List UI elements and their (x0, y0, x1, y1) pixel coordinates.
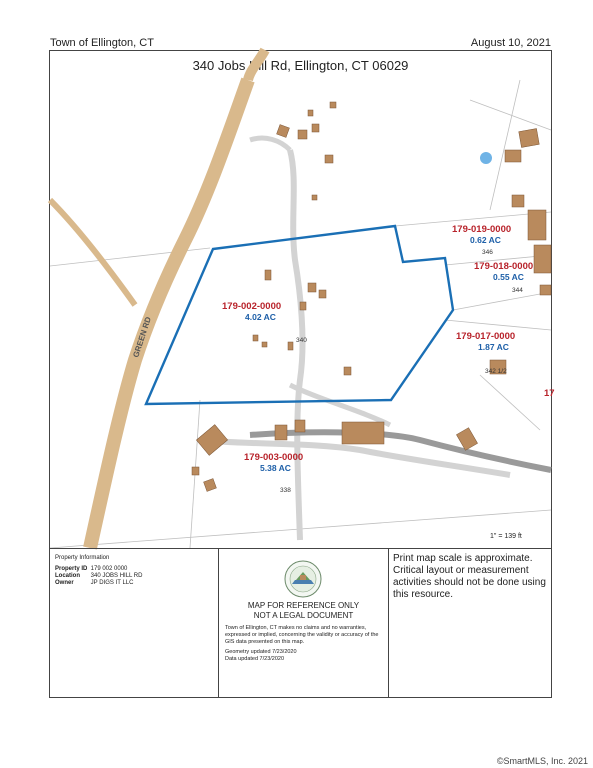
building (528, 210, 546, 240)
building (300, 302, 306, 310)
info-panel (50, 548, 551, 698)
row-label: Location (55, 573, 80, 579)
property-info (50, 549, 219, 698)
building (312, 195, 317, 200)
property-info-heading: Property Information (55, 555, 110, 561)
building (512, 195, 524, 207)
parcel-id-label: 179-003-0000 (244, 452, 304, 463)
building (192, 467, 199, 475)
building (330, 102, 336, 108)
address-label: 344 (512, 287, 523, 294)
data-updated: Data updated 7/23/2020 (225, 656, 285, 662)
address-label: 346 (482, 249, 493, 256)
address-label: 342 1/2 (485, 368, 507, 375)
parcel-id-label: 179-018-0000 (474, 261, 534, 272)
parcel-id-label: 179-019-0000 (452, 224, 512, 235)
map-viewport[interactable] (50, 80, 555, 548)
town-seal-icon (283, 559, 323, 599)
map-document (49, 50, 555, 698)
parcel-acres-label: 1.87 AC (478, 342, 509, 352)
row-value: 179 002 0000 (90, 566, 128, 572)
parcel-map (50, 80, 555, 548)
pool (480, 152, 492, 164)
page-title: 340 Jobs Hill Rd, Ellington, CT 06029 (50, 51, 551, 81)
disclaimer-text: Town of Ellington, CT makes no claims and no warranties, expressed or implied, concerning the validity or accuracy of the GIS data presented on this map. (225, 625, 379, 645)
building (519, 129, 540, 148)
building (505, 150, 521, 162)
building (295, 420, 305, 432)
property-id-row (55, 566, 127, 572)
building (265, 270, 271, 280)
building (308, 110, 313, 116)
road-label: GREEN RD (131, 315, 153, 359)
parcel-acres-label: 5.38 AC (260, 463, 291, 473)
parcel-id-label: 179-017-0000 (456, 331, 516, 342)
row-value: 340 JOBS HILL RD (90, 573, 143, 579)
building (344, 367, 351, 375)
parcel-id-label: 179-002-0000 (222, 301, 282, 312)
building (308, 283, 316, 292)
map-scale: 1" = 139 ft (490, 533, 522, 540)
reference-panel (219, 549, 389, 698)
owner-row (55, 580, 133, 586)
scale-notice: Print map scale is approximate. Critical layout or measurement activities should not be done using this resource. (393, 553, 546, 600)
print-date: August 10, 2021 (470, 37, 551, 49)
building (288, 342, 293, 350)
building (312, 124, 319, 132)
parcel-acres-label: 0.62 AC (470, 235, 501, 245)
building (325, 155, 333, 163)
row-label: Owner (55, 580, 74, 586)
address-label: 338 (280, 487, 291, 494)
parcel-acres-label: 0.55 AC (493, 272, 524, 282)
town-name: Town of Ellington, CT (50, 37, 154, 49)
parcel-id-label-partial: 17 (544, 388, 555, 399)
scale-notice-panel (389, 549, 551, 698)
building (342, 422, 384, 444)
building (319, 290, 326, 298)
row-value: JP DIGS IT LLC (90, 580, 134, 586)
building (253, 335, 258, 341)
reference-notice-line2: NOT A LEGAL DOCUMENT (253, 611, 354, 620)
address-label: 340 (296, 337, 307, 344)
copyright: ©SmartMLS, Inc. 2021 (496, 756, 588, 766)
reference-notice-line1: MAP FOR REFERENCE ONLY (247, 601, 360, 610)
parcel-acres-label: 4.02 AC (245, 312, 276, 322)
building (540, 285, 551, 295)
location-row (55, 573, 142, 579)
building (534, 245, 551, 273)
building (298, 130, 307, 139)
building (262, 342, 267, 347)
row-label: Property ID (55, 566, 88, 572)
building (275, 425, 287, 440)
geometry-updated: Geometry updated 7/23/2020 (225, 649, 297, 655)
